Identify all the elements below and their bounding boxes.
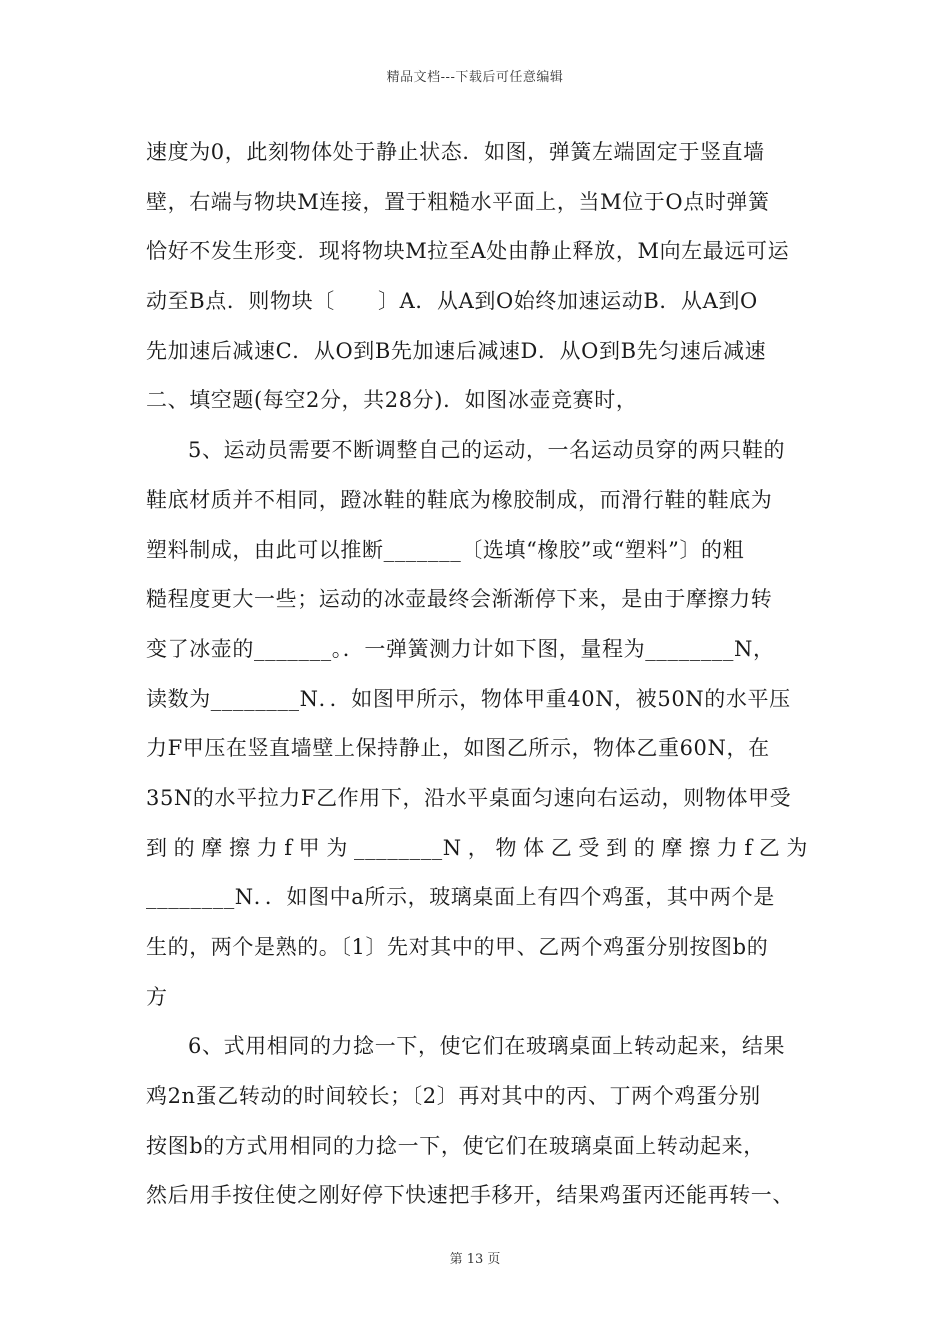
text-line: 鞋底材质并不相同，蹬冰鞋的鞋底为橡胶制成，而滑行鞋的鞋底为 — [146, 487, 773, 512]
text-line: 方 — [146, 984, 168, 1009]
text-line: 二、填空题(每空2分，共28分)．如图冰壶竞赛时， — [146, 388, 638, 413]
text-line: 变了冰壶的_______。．一弹簧测力计如下图，量程为________N， — [146, 636, 775, 661]
text-line: 壁，右端与物块M连接，置于粗糙水平面上，当M位于O点时弹簧 — [146, 189, 770, 214]
text-line: 先加速后减速C．从O到B先加速后减速D．从O到B先匀速后减速 — [146, 338, 767, 363]
text-line: 速度为0，此刻物体处于静止状态．如图，弹簧左端固定于竖直墙 — [146, 140, 765, 164]
text-line: 然后用手按住使之刚好停下快速把手移开，结果鸡蛋丙还能再转一、 — [146, 1183, 794, 1208]
text-line: 生的，两个是熟的。〔1〕先对其中的甲、乙两个鸡蛋分别按图b的 — [146, 935, 769, 959]
page-header: 精品文档---下载后可任意编辑 — [386, 70, 564, 85]
text-line: 力F甲压在竖直墙壁上保持静止，如图乙所示，物体乙重60N，在 — [146, 736, 770, 761]
text-line: 到的摩擦力f甲为________N，物体乙受到的摩擦力f乙为 — [146, 835, 808, 860]
text-line: 塑料制成，由此可以推断_______〔选填“橡胶”或“塑料”〕的粗 — [146, 537, 745, 562]
text-line: 动至B点．则物块〔 〕A．从A到O始终加速运动B．从A到O — [146, 289, 758, 314]
text-line: 鸡2n蛋乙转动的时间较长；〔2〕再对其中的丙、丁两个鸡蛋分别 — [146, 1084, 761, 1109]
text-line: 读数为________N．．如图甲所示，物体甲重40N，被50N的水平压 — [146, 686, 791, 711]
text-line: 糙程度更大一些；运动的冰壶最终会渐渐停下来，是由于摩擦力转 — [146, 587, 773, 612]
paragraph-start-line: 5、运动员需要不断调整自己的运动，一名运动员穿的两只鞋的 — [188, 438, 786, 463]
page-number: 第 13 页 — [449, 1252, 501, 1267]
text-line: 恰好不发生形变．现将物块M拉至A处由静止释放，M向左最远可运 — [146, 239, 790, 264]
text-line: 35N的水平拉力F乙作用下，沿水平桌面匀速向右运动，则物体甲受 — [146, 785, 792, 810]
text-line: ________N．．如图中a所示，玻璃桌面上有四个鸡蛋，其中两个是 — [146, 885, 775, 910]
document-body — [146, 132, 808, 1225]
paragraph-start-line: 6、式用相同的力捻一下，使它们在玻璃桌面上转动起来，结果 — [188, 1034, 786, 1059]
text-line: 按图b的方式用相同的力捻一下，使它们在玻璃桌面上转动起来， — [146, 1133, 765, 1158]
